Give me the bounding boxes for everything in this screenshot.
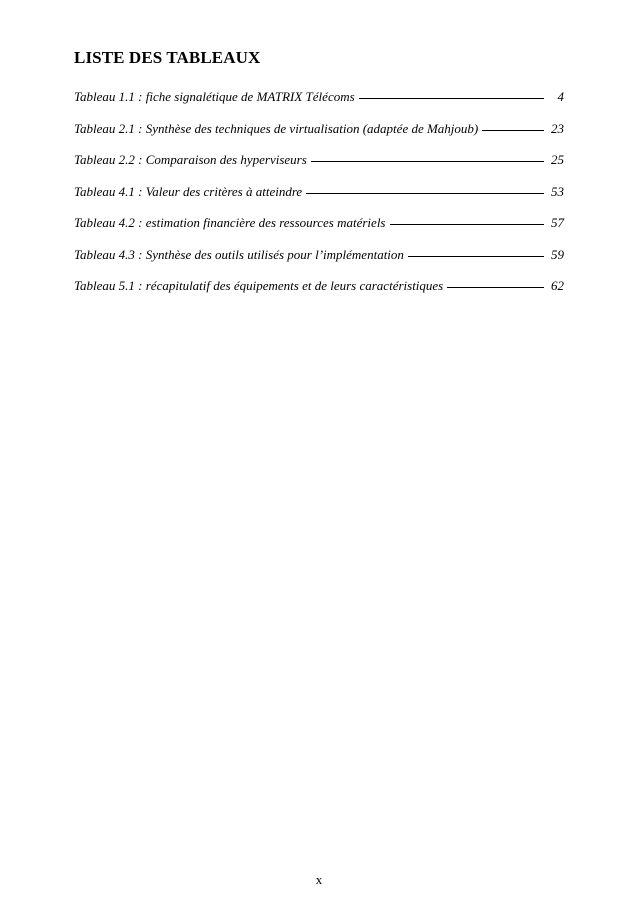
toc-entry-tableau-5-1[interactable] (74, 278, 564, 310)
toc-entry-label: Tableau 2.1 : Synthèse des techniques de virtualisation (adaptée de Mahjoub) (74, 120, 479, 136)
toc-entry-page: 53 (551, 183, 564, 199)
toc-entry-tableau-2-1[interactable] (74, 121, 564, 153)
toc-entry-page: 62 (551, 278, 564, 293)
toc-entry-tableau-4-2[interactable] (74, 215, 564, 247)
toc-entry-page: 59 (551, 246, 564, 262)
toc-entry-label: Tableau 5.1 : récapitulatif des équipements et de leurs caractéristiques (74, 278, 444, 293)
toc-entry-page: 23 (551, 120, 564, 136)
toc-entry-label: Tableau 2.2 : Comparaison des hyperviseurs (74, 152, 307, 167)
toc-entry-label: Tableau 1.1 : fiche signalétique de MATRIX Télécoms (74, 89, 355, 104)
list-of-tables (74, 89, 564, 310)
toc-entry-page: 57 (551, 215, 564, 230)
toc-entry-page: 4 (557, 89, 564, 104)
toc-leader-line (359, 98, 544, 99)
toc-entry-tableau-4-1[interactable] (74, 184, 564, 216)
page-number: x (315, 872, 323, 887)
toc-entry-tableau-2-2[interactable] (74, 152, 564, 184)
page-title: LISTE DES TABLEAUX (74, 48, 261, 67)
toc-entry-tableau-1-1[interactable] (74, 89, 564, 121)
toc-entry-label: Tableau 4.1 : Valeur des critères à atteindre (74, 183, 303, 199)
toc-leader-line (311, 161, 544, 162)
toc-leader-line (390, 224, 545, 225)
toc-entry-label: Tableau 4.3 : Synthèse des outils utilisés pour l’implémentation (74, 246, 404, 262)
toc-leader-line (408, 256, 544, 257)
toc-entry-label: Tableau 4.2 : estimation financière des ressources matériels (74, 215, 386, 230)
toc-entry-tableau-4-3[interactable] (74, 247, 564, 279)
toc-leader-line (447, 287, 544, 288)
toc-leader-line (306, 193, 544, 194)
toc-entry-page: 25 (551, 152, 564, 167)
toc-leader-line (482, 130, 544, 131)
